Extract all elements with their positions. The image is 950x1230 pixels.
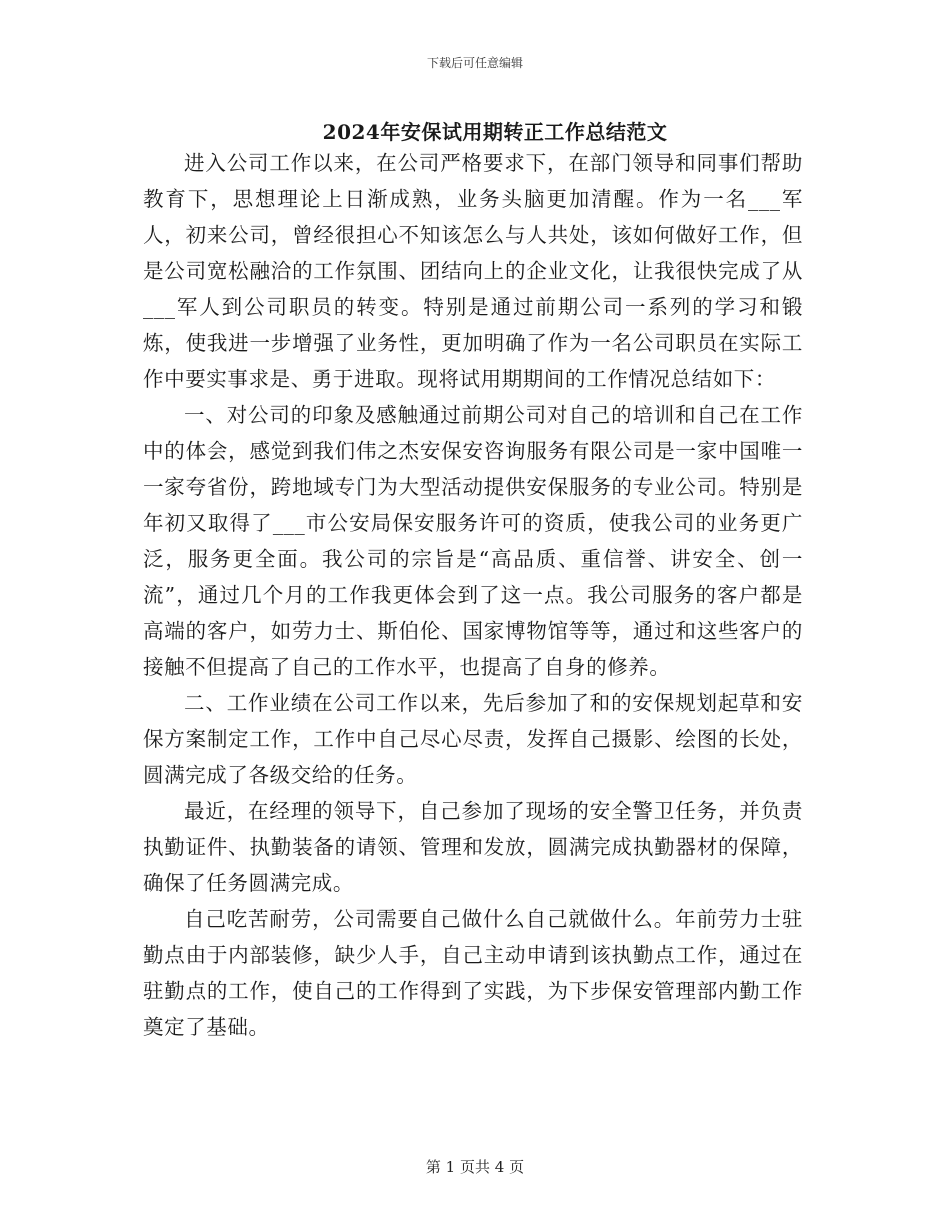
paragraph-intro: 进入公司工作以来，在公司严格要求下，在部门领导和同事们帮助教育下，思想理论上日渐成熟，业务头脑更加清醒。作为一名___军人，初来公司，曾经很担心不知该怎么与人共处，该如何做好工作，但是公司宽松融洽的工作氛围、团结向上的企业文化，让我很快完成了从___军人到公司职员的转变。特别是通过前期公司一系列的学习和锻炼，使我进一步增强了业务性，更加明确了作为一名公司职员在实际工作中要实事求是、勇于进取。现将试用期期间的工作情况总结如下：	[143, 151, 803, 391]
paragraph-hardworking: 自己吃苦耐劳，公司需要自己做什么自己就做什么。年前劳力士驻勤点由于内部装修，缺少人手，自己主动申请到该执勤点工作，通过在驻勤点的工作，使自己的工作得到了实践，为下步保安管理部内勤工作奠定了基础。	[143, 907, 803, 1039]
paragraph-recent-task: 最近，在经理的领导下，自己参加了现场的安全警卫任务，并负责执勤证件、执勤装备的请领、管理和发放，圆满完成执勤器材的保障，确保了任务圆满完成。	[143, 799, 803, 895]
document-title: 2024年安保试用期转正工作总结范文	[322, 120, 668, 144]
paragraph-impression: 一、对公司的印象及感触通过前期公司对自己的培训和自己在工作中的体会，感觉到我们伟之杰安保安咨询服务有限公司是一家中国唯一一家夸省份，跨地域专门为大型活动提供安保服务的专业公司。特别是年初又取得了___市公安局保安服务许可的资质，使我公司的业务更广泛，服务更全面。我公司的宗旨是“高品质、重信誉、讲安全、创一流”，通过几个月的工作我更体会到了这一点。我公司服务的客户都是高端的客户，如劳力士、斯伯伦、国家博物馆等等，通过和这些客户的接触不但提高了自己的工作水平，也提高了自身的修养。	[143, 403, 803, 679]
page-number-footer: 第 1 页共 4 页	[425, 1158, 525, 1176]
document-body	[143, 145, 803, 1045]
header-note: 下载后可任意编辑	[426, 56, 523, 70]
paragraph-achievements: 二、工作业绩在公司工作以来，先后参加了和的安保规划起草和安保方案制定工作，工作中自己尽心尽责，发挥自己摄影、绘图的长处，圆满完成了各级交给的任务。	[143, 691, 803, 787]
